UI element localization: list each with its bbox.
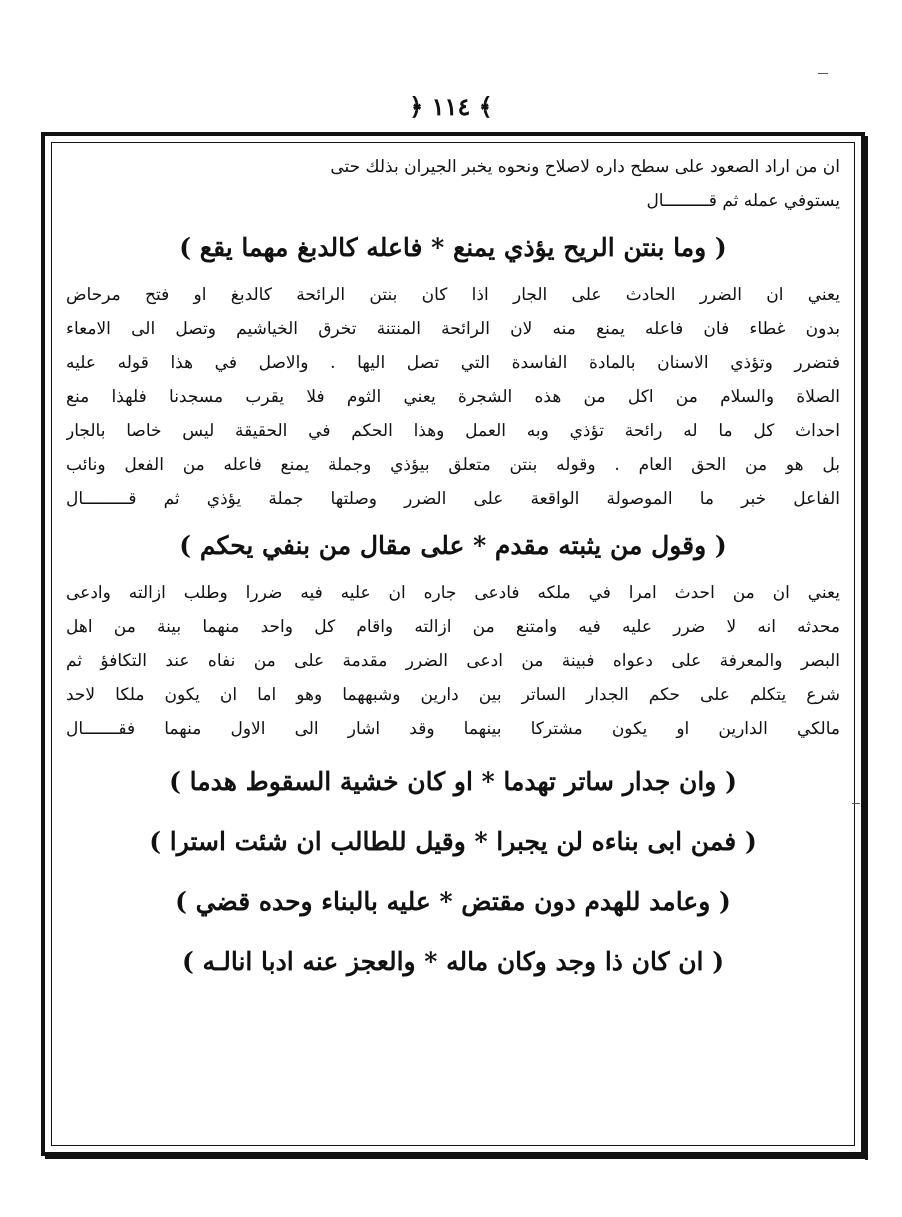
verse-line: ( وعامد للهدم دون مقتض * عليه بالبناء وحده قضي ) [175, 887, 731, 916]
paragraph-2 [66, 278, 840, 516]
text-line: الفاعل خبر ما الموصولة الواقعة على الضرر وصلتها جملة يؤذي ثم قـــــــــال [66, 489, 840, 509]
margin-mark [818, 73, 828, 74]
text-line: الصلاة والسلام من اكل من هذه الشجرة يعني الثوم فلا يقرب مسجدنا فلهذا منع [66, 387, 840, 407]
text-line: بدون غطاء فان فاعله يمنع منه لان الرائحة المنتنة تخرق الخياشيم وتصل الى الامعاء [66, 319, 840, 339]
page-number: ﴿ ١١٤ ﴾ [409, 92, 493, 121]
text-line: بل هو من الحق العام . وقوله بنتن متعلق بيؤذي وجملة يمنع فاعله من الفعل ونائب [66, 455, 840, 475]
text-line: يعني ان من احدث امرا في ملكه فادعى جاره ان عليه فيه ضررا وطلب ازالته وادعى [66, 583, 840, 603]
frame-shadow-bottom [45, 1156, 868, 1159]
verse-line: ( وقول من يثبته مقدم * على مقال من بنفي يحكم ) [179, 531, 727, 560]
text-line: شرع يتكلم على حكم الجدار الساتر بين دارين وشبههما وهو اما ان يكون ملكا لاحد [66, 685, 840, 705]
text-line: فتضرر وتؤذي الاسنان بالمادة الفاسدة التي تصل اليها . والاصل في هذا قوله عليه [66, 353, 840, 373]
verse-line: ( وما بنتن الريح يؤذي يمنع * فاعله كالدبغ مهما يقع ) [179, 233, 727, 262]
text-line: ان من اراد الصعود على سطح داره لاصلاح ونحوه يخبر الجيران بذلك حتى [330, 157, 840, 177]
verse-line: ( فمن ابى بناءه لن يجبرا * وقيل للطالب ان شئت استرا ) [149, 827, 757, 856]
page-content [66, 150, 840, 992]
text-line: احداث كل ما له رائحة تؤذي وبه العمل وهذا الحكم في الحقيقة ليس خاصا بالجار [66, 421, 840, 441]
verse-group [66, 752, 840, 992]
text-line: البصر والمعرفة على دعواه فبينة من ادعى الضرر مقدمة على من نفاه عند التكافؤ ثم [66, 651, 840, 671]
margin-mark [852, 803, 860, 804]
verse-line: ( وان جدار ساتر تهدما * او كان خشية السقوط هدما ) [169, 767, 737, 796]
paragraph-3 [66, 576, 840, 746]
verse-line: ( ان كان ذا وجد وكان ماله * والعجز عنه ادبا انالـه ) [181, 947, 725, 976]
text-line: محدثه انه لا ضرر عليه فيه وامتنع من ازالته واقام كل واحد منهما بينة من اهل [66, 617, 840, 637]
frame-shadow-right [865, 136, 868, 1160]
paragraph-1 [66, 150, 840, 218]
text-line: مالكي الدارين او يكون مشتركا بينهما وقد اشار الى الاول منهما فقـــــــال [66, 719, 840, 739]
text-line: يستوفي عمله ثم قـــــــــال [646, 191, 840, 211]
text-line: يعني ان الضرر الحادث على الجار اذا كان بنتن الرائحة كالدبغ او فتح مرحاض [66, 285, 840, 305]
